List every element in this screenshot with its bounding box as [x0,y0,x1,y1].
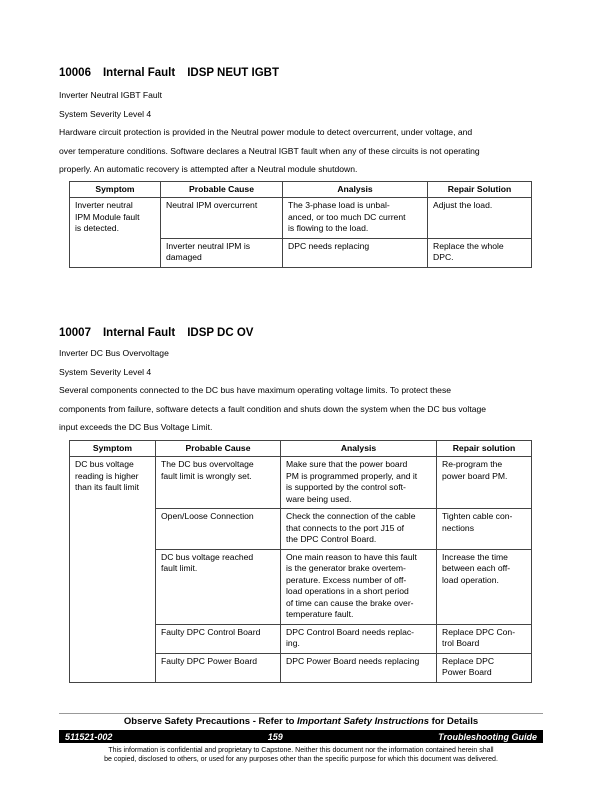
cause-cell: The DC bus overvoltage fault limit is wrongly set. [156,457,281,509]
cause-cell: DC bus voltage reached fault limit. [156,549,281,624]
body-text-line: over temperature conditions. Software declares a Neutral IGBT fault when any of these circuits is not operating [59,145,480,156]
body-text-line: properly. An automatic recovery is attempted after a Neutral module shutdown. [59,164,358,174]
fault-category: Internal Fault [102,67,176,79]
body-text-line: Hardware circuit protection is provided in the Neutral power module to detect overcurrent, under voltage, and [59,127,473,137]
fault-section-10007 [59,326,543,683]
analysis-cell: Make sure that the power board PM is programmed properly, and it is supported by the control soft- ware being used. [281,457,437,509]
confidentiality-line: This information is confidential and proprietary to Capstone. Neither this document nor the information contained herein shall [108,747,494,754]
severity-level: System Severity Level 4 [59,366,152,377]
troubleshooting-table [69,440,532,683]
footer-divider [59,713,543,714]
analysis-cell: DPC Control Board needs replac- ing. [281,624,437,653]
column-header: Analysis [281,440,437,457]
repair-cell: Increase the time between each off- load operation. [437,549,532,624]
document-number: 511521-002 [65,731,113,742]
fault-section-10006 [59,66,543,268]
confidentiality-notice [59,746,543,764]
repair-cell: Re-program the power board PM. [437,457,532,509]
repair-cell: Replace DPC Con- trol Board [437,624,532,653]
table-row [70,198,532,239]
fault-name: IDSP NEUT IGBT [187,67,279,79]
symptom-cell: DC bus voltage reading is higher than its fault limit [70,457,156,683]
column-header: Repair solution [437,440,532,457]
safety-prefix: Observe Safety Precautions - Refer to [123,716,298,727]
analysis-cell: DPC needs replacing [283,238,428,267]
safety-suffix: for Details [429,716,479,727]
fault-code: 10006 [59,67,91,79]
column-header: Probable Cause [161,181,283,198]
analysis-cell: DPC Power Board needs replacing [281,653,437,682]
analysis-cell: One main reason to have this fault is the generator brake overtem- perature. Excess number of off- load operations in a short period of time can cause the brake over- temperature fault. [281,549,437,624]
analysis-cell: The 3-phase load is unbal- anced, or too much DC current is flowing to the load. [283,198,428,239]
column-header: Analysis [283,181,428,198]
symptom-cell: Inverter neutral IPM Module fault is detected. [70,198,161,268]
fault-category: Internal Fault [102,327,176,339]
cause-cell: Inverter neutral IPM is damaged [161,238,283,267]
repair-cell: Replace DPC Power Board [437,653,532,682]
repair-cell: Adjust the load. [428,198,532,239]
fault-description: Inverter DC Bus Overvoltage [59,348,169,358]
cause-cell: Faulty DPC Power Board [156,653,281,682]
cause-cell: Faulty DPC Control Board [156,624,281,653]
fault-code: 10007 [59,327,91,339]
column-header: Symptom [70,440,156,457]
table-header-row [70,440,532,457]
column-header: Probable Cause [156,440,281,457]
guide-title: Troubleshooting Guide [438,731,537,742]
page-number: 159 [267,731,283,742]
confidentiality-line: be copied, disclosed to others, or used for any purposes other than the specific purpose for which this document was delivered. [104,756,498,763]
body-text-line: components from failure, software detects a fault condition and shuts down the system when the DC bus voltage [59,403,487,414]
troubleshooting-table [69,181,532,268]
section-heading [59,326,543,340]
table-row [70,457,532,509]
fault-description: Inverter Neutral IGBT Fault [59,90,163,100]
fault-name: IDSP DC OV [187,327,254,339]
cause-cell: Neutral IPM overcurrent [161,198,283,239]
column-header: Repair Solution [428,181,532,198]
repair-cell: Replace the whole DPC. [428,238,532,267]
column-header: Symptom [70,181,161,198]
cause-cell: Open/Loose Connection [156,509,281,550]
section-heading [59,66,543,80]
analysis-cell: Check the connection of the cable that connects to the port J15 of the DPC Control Board. [281,509,437,550]
repair-cell: Tighten cable con- nections [437,509,532,550]
table-header-row [70,181,532,198]
body-text-line: Several components connected to the DC bus have maximum operating voltage limits. To protect these [59,385,452,395]
safety-notice [59,716,543,727]
safety-reference: Important Safety Instructions [297,716,430,727]
footer-bar [59,730,543,743]
severity-level: System Severity Level 4 [59,108,152,119]
body-text-line: input exceeds the DC Bus Voltage Limit. [59,422,213,432]
